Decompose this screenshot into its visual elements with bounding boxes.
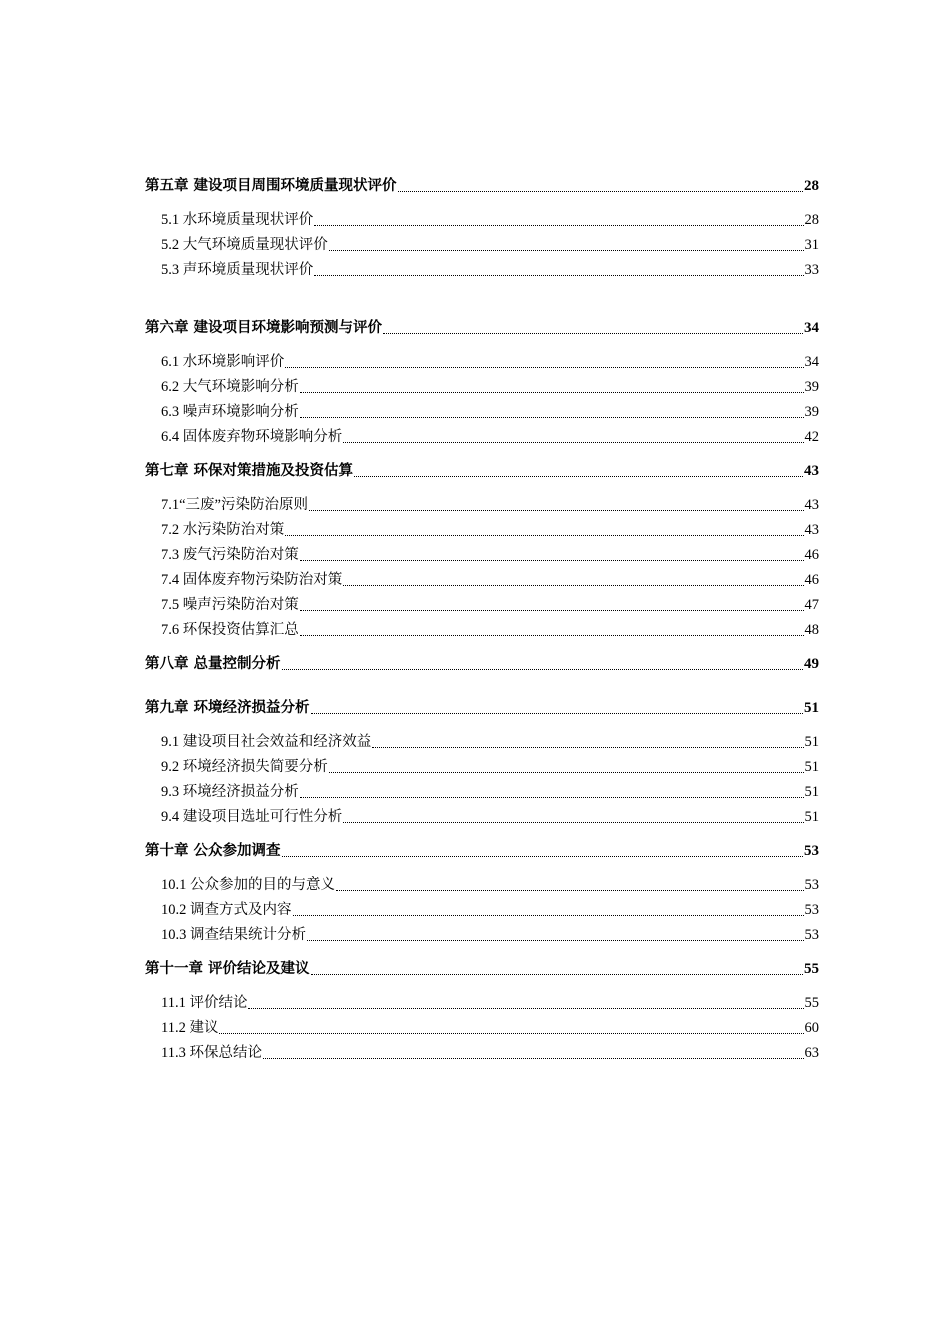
dot-leader (248, 1008, 803, 1009)
dot-leader (282, 856, 803, 857)
toc-entry-page: 53 (804, 902, 819, 918)
dot-leader (300, 610, 804, 611)
toc-entry-title: 11.1 评价结论 (161, 995, 248, 1011)
toc-entry-title: 9.2 环境经济损失简要分析 (161, 759, 328, 775)
toc-chapter-9[interactable] (145, 696, 819, 721)
toc-entry-title: 第十一章 评价结论及建议 (145, 961, 310, 977)
table-of-contents (145, 174, 819, 1066)
toc-entry-page: 39 (804, 404, 819, 420)
toc-chapter-10[interactable] (145, 839, 819, 864)
toc-entry-page: 33 (804, 262, 819, 278)
toc-section-9-1[interactable] (145, 730, 819, 755)
toc-section-7-6[interactable] (145, 618, 819, 643)
toc-entry-title: 7.3 废气污染防治对策 (161, 547, 299, 563)
toc-section-7-5[interactable] (145, 593, 819, 618)
dot-leader (314, 275, 803, 276)
toc-entry-page: 43 (804, 522, 819, 538)
toc-section-7-2[interactable] (145, 518, 819, 543)
dot-leader (311, 974, 803, 975)
dot-leader (300, 797, 804, 798)
toc-entry-title: 第八章 总量控制分析 (145, 656, 281, 672)
dot-leader (383, 333, 803, 334)
toc-entry-title: 7.4 固体废弃物污染防治对策 (161, 572, 343, 588)
toc-section-11-1[interactable] (145, 991, 819, 1016)
toc-section-5-1[interactable] (145, 208, 819, 233)
toc-entry-title: 9.4 建设项目选址可行性分析 (161, 809, 343, 825)
toc-section-11-2[interactable] (145, 1016, 819, 1041)
toc-entry-title: 第六章 建设项目环境影响预测与评价 (145, 320, 383, 336)
toc-entry-page: 49 (804, 656, 819, 672)
toc-section-6-3[interactable] (145, 400, 819, 425)
toc-section-5-3[interactable] (145, 258, 819, 283)
toc-entry-page: 53 (804, 877, 819, 893)
toc-entry-page: 51 (804, 759, 819, 775)
toc-entry-page: 31 (804, 237, 819, 253)
dot-leader (300, 635, 804, 636)
toc-entry-title: 第九章 环境经济损益分析 (145, 700, 310, 716)
toc-entry-title: 11.3 环保总结论 (161, 1045, 262, 1061)
toc-entry-page: 51 (804, 784, 819, 800)
toc-entry-page: 46 (804, 572, 819, 588)
toc-entry-page: 63 (804, 1045, 819, 1061)
toc-entry-title: 6.4 固体废弃物环境影响分析 (161, 429, 343, 445)
toc-entry-page: 28 (804, 212, 819, 228)
toc-entry-title: 7.6 环保投资估算汇总 (161, 622, 299, 638)
toc-entry-title: 6.3 噪声环境影响分析 (161, 404, 299, 420)
dot-leader (343, 442, 803, 443)
dot-leader (329, 250, 804, 251)
toc-entry-page: 42 (804, 429, 819, 445)
dot-leader (343, 585, 803, 586)
toc-entry-page: 51 (804, 700, 819, 716)
toc-section-10-1[interactable] (145, 873, 819, 898)
toc-section-7-1[interactable] (145, 493, 819, 518)
toc-entry-title: 9.1 建设项目社会效益和经济效益 (161, 734, 372, 750)
toc-chapter-11[interactable] (145, 957, 819, 982)
toc-entry-title: 5.3 声环境质量现状评价 (161, 262, 314, 278)
dot-leader (219, 1033, 803, 1034)
toc-chapter-8[interactable] (145, 652, 819, 677)
dot-leader (336, 890, 804, 891)
toc-entry-page: 28 (804, 178, 819, 194)
toc-entry-title: 10.3 调查结果统计分析 (161, 927, 306, 943)
dot-leader (398, 191, 803, 192)
toc-section-10-3[interactable] (145, 923, 819, 948)
toc-section-11-3[interactable] (145, 1041, 819, 1066)
toc-entry-page: 55 (804, 995, 819, 1011)
dot-leader (314, 225, 803, 226)
toc-section-7-3[interactable] (145, 543, 819, 568)
dot-leader (307, 940, 804, 941)
dot-leader (285, 367, 803, 368)
toc-chapter-7[interactable] (145, 459, 819, 484)
toc-section-6-2[interactable] (145, 375, 819, 400)
toc-entry-title: 6.1 水环境影响评价 (161, 354, 285, 370)
toc-entry-page: 34 (804, 320, 819, 336)
toc-entry-page: 51 (804, 734, 819, 750)
dot-leader (293, 915, 804, 916)
toc-section-5-2[interactable] (145, 233, 819, 258)
toc-entry-page: 60 (804, 1020, 819, 1036)
toc-entry-page: 43 (804, 463, 819, 479)
toc-entry-title: 10.2 调查方式及内容 (161, 902, 292, 918)
toc-chapter-6[interactable] (145, 316, 819, 341)
toc-entry-title: 5.1 水环境质量现状评价 (161, 212, 314, 228)
toc-chapter-5[interactable] (145, 174, 819, 199)
toc-entry-title: 第十章 公众参加调查 (145, 843, 281, 859)
toc-entry-title: 7.2 水污染防治对策 (161, 522, 285, 538)
toc-entry-page: 47 (804, 597, 819, 613)
dot-leader (285, 535, 803, 536)
toc-entry-title: 第七章 环保对策措施及投资估算 (145, 463, 354, 479)
toc-entry-title: 11.2 建议 (161, 1020, 219, 1036)
toc-section-10-2[interactable] (145, 898, 819, 923)
dot-leader (329, 772, 804, 773)
toc-section-9-4[interactable] (145, 805, 819, 830)
toc-entry-title: 第五章 建设项目周围环境质量现状评价 (145, 178, 397, 194)
dot-leader (372, 747, 803, 748)
toc-entry-page: 34 (804, 354, 819, 370)
toc-entry-page: 53 (804, 843, 819, 859)
toc-entry-title: 7.5 噪声污染防治对策 (161, 597, 299, 613)
dot-leader (343, 822, 803, 823)
toc-entry-page: 53 (804, 927, 819, 943)
dot-leader (300, 392, 804, 393)
toc-section-6-4[interactable] (145, 425, 819, 450)
toc-entry-title: 7.1“三废”污染防治原则 (161, 497, 308, 513)
dot-leader (311, 713, 803, 714)
toc-section-9-3[interactable] (145, 780, 819, 805)
dot-leader (309, 510, 804, 511)
dot-leader (282, 669, 803, 670)
dot-leader (300, 417, 804, 418)
toc-entry-title: 6.2 大气环境影响分析 (161, 379, 299, 395)
toc-entry-page: 39 (804, 379, 819, 395)
toc-entry-page: 51 (804, 809, 819, 825)
toc-entry-page: 43 (804, 497, 819, 513)
toc-entry-title: 5.2 大气环境质量现状评价 (161, 237, 328, 253)
toc-section-9-2[interactable] (145, 755, 819, 780)
dot-leader (263, 1058, 804, 1059)
toc-entry-page: 48 (804, 622, 819, 638)
toc-section-6-1[interactable] (145, 350, 819, 375)
dot-leader (300, 560, 804, 561)
toc-section-7-4[interactable] (145, 568, 819, 593)
toc-entry-page: 55 (804, 961, 819, 977)
toc-entry-title: 10.1 公众参加的目的与意义 (161, 877, 335, 893)
toc-entry-page: 46 (804, 547, 819, 563)
toc-entry-title: 9.3 环境经济损益分析 (161, 784, 299, 800)
dot-leader (354, 476, 803, 477)
